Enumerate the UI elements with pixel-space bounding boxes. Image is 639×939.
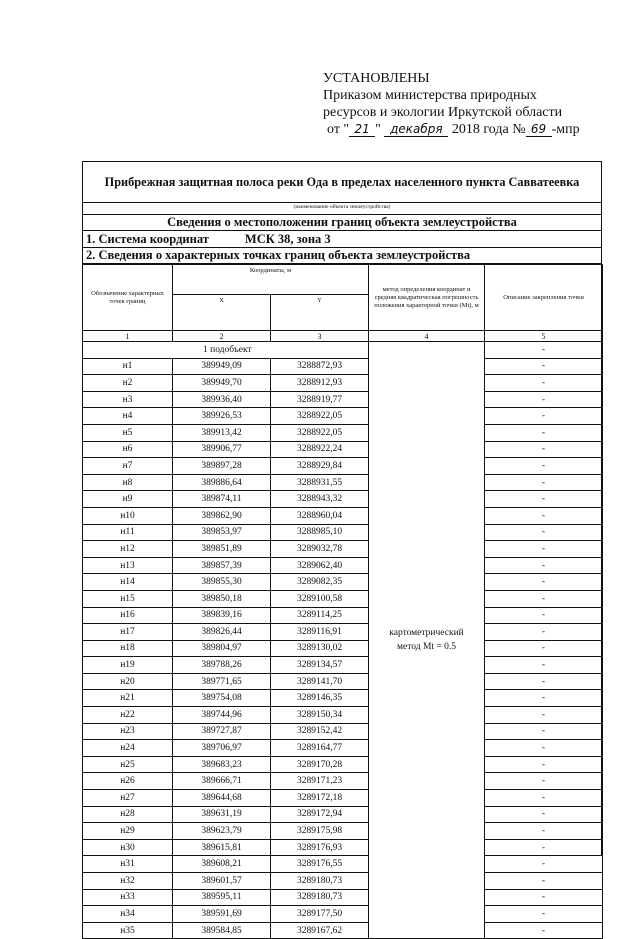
fixing-dash: - — [485, 740, 603, 757]
handwritten-order-number: 69 — [526, 123, 552, 137]
approval-date-line — [327, 121, 623, 138]
fixing-dash: - — [485, 889, 603, 906]
table-row — [83, 557, 603, 574]
fixing-dash: - — [485, 823, 603, 840]
point-y: 3289176,55 — [271, 856, 369, 873]
point-y: 3288960,04 — [271, 507, 369, 524]
fixing-dash: - — [485, 690, 603, 707]
column-number: 5 — [485, 331, 603, 342]
fixing-dash: - — [485, 441, 603, 458]
point-y: 3289172,18 — [271, 790, 369, 807]
fixing-dash: - — [485, 873, 603, 890]
table-row — [83, 873, 603, 890]
table-row — [83, 408, 603, 425]
object-title-caption: (наименование объекта землеустройства) — [82, 203, 602, 215]
point-x: 389706,97 — [173, 740, 271, 757]
header-coordinates: Координаты, м — [173, 265, 369, 295]
point-name: н5 — [83, 424, 173, 441]
point-name: н35 — [83, 922, 173, 939]
point-y: 3289167,62 — [271, 922, 369, 939]
approval-ministry-line: ресурсов и экологии Иркутской области — [323, 105, 563, 120]
table-row — [83, 391, 603, 408]
header-x: X — [173, 295, 271, 331]
point-x: 389644,68 — [173, 790, 271, 807]
point-x: 389683,23 — [173, 756, 271, 773]
header-method: метод определения координат и средняя квадратическая погрешность положения характерной точки (Mt), м — [369, 265, 485, 331]
fixing-dash: - — [485, 806, 603, 823]
point-x: 389897,28 — [173, 458, 271, 475]
point-name: н13 — [83, 557, 173, 574]
table-row — [83, 541, 603, 558]
point-y: 3289176,93 — [271, 839, 369, 856]
table-row — [83, 889, 603, 906]
approval-from-prefix: от " — [327, 122, 350, 137]
coord-system-value: МСК 38, зона 3 — [244, 232, 331, 246]
table-row — [83, 574, 603, 591]
fixing-dash: - — [485, 590, 603, 607]
table-row — [83, 474, 603, 491]
table-row — [83, 640, 603, 657]
fixing-dash: - — [485, 424, 603, 441]
fixing-dash: - — [485, 839, 603, 856]
point-name: н30 — [83, 839, 173, 856]
point-name: н15 — [83, 590, 173, 607]
points-table — [82, 264, 603, 939]
subobject-row — [83, 342, 603, 359]
table-row — [83, 707, 603, 724]
point-x: 389771,65 — [173, 673, 271, 690]
point-name: н1 — [83, 358, 173, 375]
fixing-dash: - — [485, 375, 603, 392]
table-row — [83, 690, 603, 707]
table-row — [83, 773, 603, 790]
approval-order-line: Приказом министерства природных — [323, 88, 537, 103]
point-y: 3289164,77 — [271, 740, 369, 757]
table-row — [83, 491, 603, 508]
point-x: 389855,30 — [173, 574, 271, 591]
approval-stamp — [323, 70, 623, 138]
table-row — [83, 740, 603, 757]
point-name: н2 — [83, 375, 173, 392]
point-x: 389936,40 — [173, 391, 271, 408]
table-row — [83, 590, 603, 607]
fixing-dash: - — [485, 391, 603, 408]
point-x: 389754,08 — [173, 690, 271, 707]
point-name: н32 — [83, 873, 173, 890]
point-name: н31 — [83, 856, 173, 873]
object-title: Прибрежная защитная полоса реки Ода в пределах населенного пункта Савватеевка — [104, 175, 580, 189]
point-x: 389839,16 — [173, 607, 271, 624]
column-number: 3 — [271, 331, 369, 342]
point-x: 389886,64 — [173, 474, 271, 491]
method-line-2: метод Mt = 0.5 — [397, 642, 457, 653]
point-y: 3289062,40 — [271, 557, 369, 574]
point-x: 389853,97 — [173, 524, 271, 541]
point-name: н14 — [83, 574, 173, 591]
handwritten-day: 21 — [349, 123, 375, 137]
point-name: н11 — [83, 524, 173, 541]
fixing-dash: - — [485, 458, 603, 475]
point-name: н18 — [83, 640, 173, 657]
point-x: 389913,42 — [173, 424, 271, 441]
point-y: 3288931,55 — [271, 474, 369, 491]
table-row — [83, 906, 603, 923]
point-x: 389727,87 — [173, 723, 271, 740]
fixing-dash: - — [485, 524, 603, 541]
point-y: 3289175,98 — [271, 823, 369, 840]
point-name: н12 — [83, 541, 173, 558]
column-number: 4 — [369, 331, 485, 342]
point-y: 3289032,78 — [271, 541, 369, 558]
points-section-title: 2. Сведения о характерных точках границ объекта землеустройства — [82, 248, 602, 264]
point-x: 389744,96 — [173, 707, 271, 724]
fixing-dash: - — [485, 358, 603, 375]
method-line-1: картометрический — [389, 628, 464, 639]
fixing-dash: - — [485, 474, 603, 491]
fixing-dash: - — [485, 491, 603, 508]
point-name: н19 — [83, 657, 173, 674]
table-row — [83, 839, 603, 856]
point-name: н29 — [83, 823, 173, 840]
point-x: 389949,70 — [173, 375, 271, 392]
point-x: 389826,44 — [173, 624, 271, 641]
point-y: 3289082,35 — [271, 574, 369, 591]
subobject-label: 1 подобъект — [83, 342, 369, 359]
column-number-row — [83, 331, 603, 342]
table-row — [83, 723, 603, 740]
point-y: 3288919,77 — [271, 391, 369, 408]
fixing-dash: - — [485, 773, 603, 790]
point-name: н9 — [83, 491, 173, 508]
section-title: Сведения о местоположении границ объекта землеустройства — [82, 214, 602, 231]
method-cell — [369, 342, 485, 939]
point-x: 389666,71 — [173, 773, 271, 790]
point-name: н6 — [83, 441, 173, 458]
point-y: 3288943,32 — [271, 491, 369, 508]
point-x: 389874,11 — [173, 491, 271, 508]
point-y: 3289177,50 — [271, 906, 369, 923]
point-name: н8 — [83, 474, 173, 491]
point-y: 3289134,57 — [271, 657, 369, 674]
point-name: н4 — [83, 408, 173, 425]
table-row — [83, 358, 603, 375]
point-y: 3289116,91 — [271, 624, 369, 641]
fixing-dash: - — [485, 342, 603, 359]
point-y: 3288872,93 — [271, 358, 369, 375]
point-x: 389631,19 — [173, 806, 271, 823]
point-name: н16 — [83, 607, 173, 624]
point-y: 3289146,35 — [271, 690, 369, 707]
point-name: н28 — [83, 806, 173, 823]
point-y: 3288985,10 — [271, 524, 369, 541]
fixing-dash: - — [485, 640, 603, 657]
point-y: 3289180,73 — [271, 873, 369, 890]
point-name: н25 — [83, 756, 173, 773]
fixing-dash: - — [485, 408, 603, 425]
header-designation: Обозначение характерных точек границ — [83, 265, 173, 331]
approval-quote-close: " — [375, 122, 381, 137]
point-y: 3288912,93 — [271, 375, 369, 392]
point-y: 3289150,34 — [271, 707, 369, 724]
table-row — [83, 375, 603, 392]
point-y: 3289180,73 — [271, 889, 369, 906]
point-name: н17 — [83, 624, 173, 641]
point-name: н33 — [83, 889, 173, 906]
table-row — [83, 458, 603, 475]
point-name: н27 — [83, 790, 173, 807]
point-name: н34 — [83, 906, 173, 923]
point-x: 389926,53 — [173, 408, 271, 425]
point-x: 389584,85 — [173, 922, 271, 939]
approval-suffix: -мпр — [551, 122, 580, 137]
table-row — [83, 507, 603, 524]
point-name: н23 — [83, 723, 173, 740]
fixing-dash: - — [485, 922, 603, 939]
point-y: 3289100,58 — [271, 590, 369, 607]
point-name: н10 — [83, 507, 173, 524]
handwritten-month: декабря — [384, 123, 448, 137]
object-title-row — [82, 161, 602, 203]
fixing-dash: - — [485, 624, 603, 641]
table-row — [83, 524, 603, 541]
header-fixing: Описание закрепления точки — [485, 265, 603, 331]
table-row — [83, 657, 603, 674]
fixing-dash: - — [485, 657, 603, 674]
fixing-dash: - — [485, 557, 603, 574]
table-row — [83, 624, 603, 641]
fixing-dash: - — [485, 723, 603, 740]
column-number: 1 — [83, 331, 173, 342]
fixing-dash: - — [485, 707, 603, 724]
point-x: 389615,81 — [173, 839, 271, 856]
approval-year-text: 2018 года № — [451, 122, 526, 137]
point-name: н7 — [83, 458, 173, 475]
fixing-dash: - — [485, 673, 603, 690]
coord-system-label: 1. Система координат — [86, 232, 209, 246]
point-x: 389623,79 — [173, 823, 271, 840]
table-row — [83, 806, 603, 823]
approval-heading: УСТАНОВЛЕНЫ — [323, 71, 430, 86]
point-name: н21 — [83, 690, 173, 707]
point-y: 3289172,94 — [271, 806, 369, 823]
header-y: Y — [271, 295, 369, 331]
table-row — [83, 922, 603, 939]
point-x: 389608,21 — [173, 856, 271, 873]
point-y: 3288922,05 — [271, 424, 369, 441]
point-y: 3289170,28 — [271, 756, 369, 773]
fixing-dash: - — [485, 856, 603, 873]
table-row — [83, 823, 603, 840]
point-x: 389850,18 — [173, 590, 271, 607]
table-row — [83, 856, 603, 873]
point-x: 389595,11 — [173, 889, 271, 906]
table-row — [83, 756, 603, 773]
fixing-dash: - — [485, 607, 603, 624]
point-x: 389949,09 — [173, 358, 271, 375]
table-row — [83, 424, 603, 441]
table-row — [83, 673, 603, 690]
column-number: 2 — [173, 331, 271, 342]
point-y: 3289130,02 — [271, 640, 369, 657]
point-name: н24 — [83, 740, 173, 757]
point-y: 3288922,24 — [271, 441, 369, 458]
point-x: 389851,89 — [173, 541, 271, 558]
point-x: 389788,26 — [173, 657, 271, 674]
table-row — [83, 607, 603, 624]
point-x: 389591,69 — [173, 906, 271, 923]
point-x: 389862,90 — [173, 507, 271, 524]
point-y: 3288922,05 — [271, 408, 369, 425]
table-header-row — [83, 265, 603, 295]
point-x: 389804,97 — [173, 640, 271, 657]
point-x: 389857,39 — [173, 557, 271, 574]
point-y: 3289152,42 — [271, 723, 369, 740]
point-y: 3289114,25 — [271, 607, 369, 624]
point-name: н20 — [83, 673, 173, 690]
fixing-dash: - — [485, 790, 603, 807]
point-name: н22 — [83, 707, 173, 724]
fixing-dash: - — [485, 756, 603, 773]
fixing-dash: - — [485, 906, 603, 923]
point-x: 389601,57 — [173, 873, 271, 890]
fixing-dash: - — [485, 541, 603, 558]
table-row — [83, 441, 603, 458]
point-y: 3289141,70 — [271, 673, 369, 690]
point-name: н26 — [83, 773, 173, 790]
point-x: 389906,77 — [173, 441, 271, 458]
point-y: 3288929,84 — [271, 458, 369, 475]
coord-system-row — [82, 231, 602, 248]
table-row — [83, 790, 603, 807]
fixing-dash: - — [485, 507, 603, 524]
point-y: 3289171,23 — [271, 773, 369, 790]
fixing-dash: - — [485, 574, 603, 591]
point-name: н3 — [83, 391, 173, 408]
